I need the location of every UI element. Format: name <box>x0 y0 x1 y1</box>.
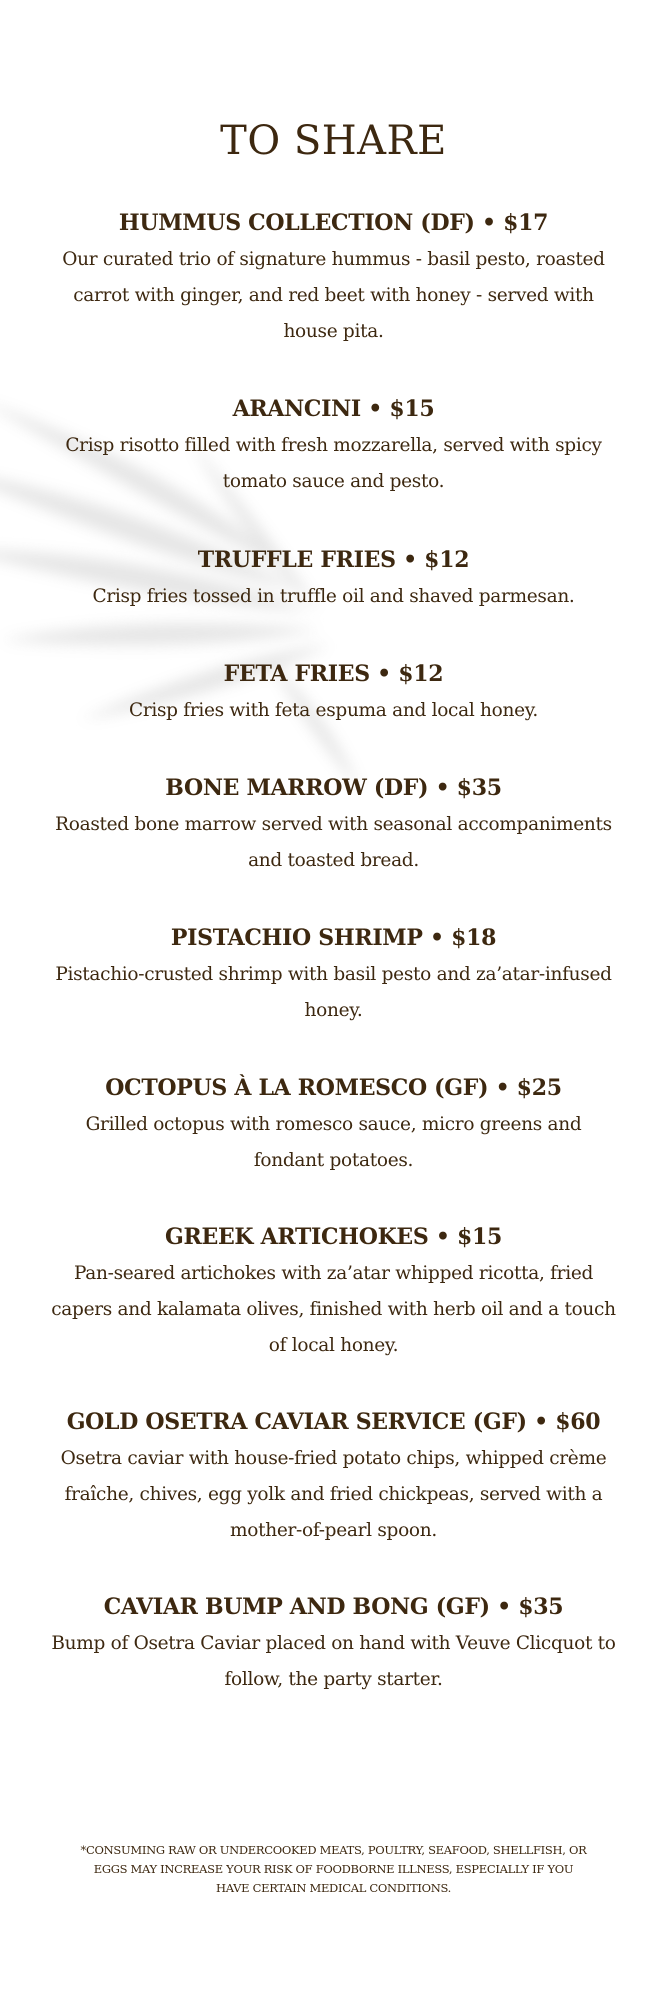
item-description: Grilled octopus with romesco sauce, micro greens and fondant potatoes. <box>85 1114 582 1171</box>
item-name: FETA FRIES • $12 <box>223 661 444 687</box>
menu-item-pistachio-shrimp <box>50 923 617 1029</box>
item-name: HUMMUS COLLECTION (DF) • $17 <box>118 210 549 236</box>
menu-title: TO SHARE <box>220 118 447 164</box>
item-name: PISTACHIO SHRIMP • $18 <box>170 925 497 951</box>
item-description: Osetra caviar with house-fried potato chips, whipped crème fraîche, chives, egg yolk and fried chickpeas, served with a mother-of-pearl spoon. <box>60 1448 607 1541</box>
menu-item-feta-fries <box>50 659 617 729</box>
menu-item-arancini <box>50 394 617 500</box>
item-name: TRUFFLE FRIES • $12 <box>197 547 470 573</box>
item-name: CAVIAR BUMP AND BONG (GF) • $35 <box>103 1594 564 1620</box>
foodborne-illness-disclaimer: *CONSUMING RAW OR UNDERCOOKED MEATS, POULTRY, SEAFOOD, SHELLFISH, OR EGGS MAY INCREASE YOUR RISK OF FOODBORNE ILLNESS, ESPECIALLY IF YOU HAVE CERTAIN MEDICAL CONDITIONS. <box>80 1842 587 1895</box>
menu-item-greek-artichokes <box>50 1222 617 1364</box>
item-name: ARANCINI • $15 <box>232 396 435 422</box>
item-description: Roasted bone marrow served with seasonal accompaniments and toasted bread. <box>55 814 612 871</box>
menu-item-caviar-bump <box>50 1592 617 1698</box>
menu-item-truffle-fries <box>50 545 617 615</box>
menu-item-hummus <box>50 208 617 350</box>
menu-item-caviar-service <box>50 1407 617 1549</box>
item-description: Crisp fries with feta espuma and local honey. <box>128 700 539 721</box>
item-name: OCTOPUS À LA ROMESCO (GF) • $25 <box>105 1075 562 1101</box>
menu-item-octopus <box>50 1073 617 1179</box>
item-description: Pistachio-crusted shrimp with basil pesto and za’atar-infused honey. <box>55 964 612 1021</box>
item-description: Crisp fries tossed in truffle oil and shaved parmesan. <box>92 586 575 607</box>
item-description: Pan-seared artichokes with za’atar whipped ricotta, fried capers and kalamata olives, finished with herb oil and a touch of local honey. <box>51 1263 616 1356</box>
item-description: Our curated trio of signature hummus - basil pesto, roasted carrot with ginger, and red beet with honey - served with house pita. <box>62 249 605 342</box>
item-name: GOLD OSETRA CAVIAR SERVICE (GF) • $60 <box>66 1409 601 1435</box>
menu-item-bone-marrow <box>50 773 617 879</box>
item-description: Bump of Osetra Caviar placed on hand with Veuve Clicquot to follow, the party starter. <box>51 1633 616 1690</box>
item-name: BONE MARROW (DF) • $35 <box>165 775 502 801</box>
item-name: GREEK ARTICHOKES • $15 <box>165 1224 502 1250</box>
item-description: Crisp risotto filled with fresh mozzarella, served with spicy tomato sauce and pesto. <box>65 435 602 492</box>
